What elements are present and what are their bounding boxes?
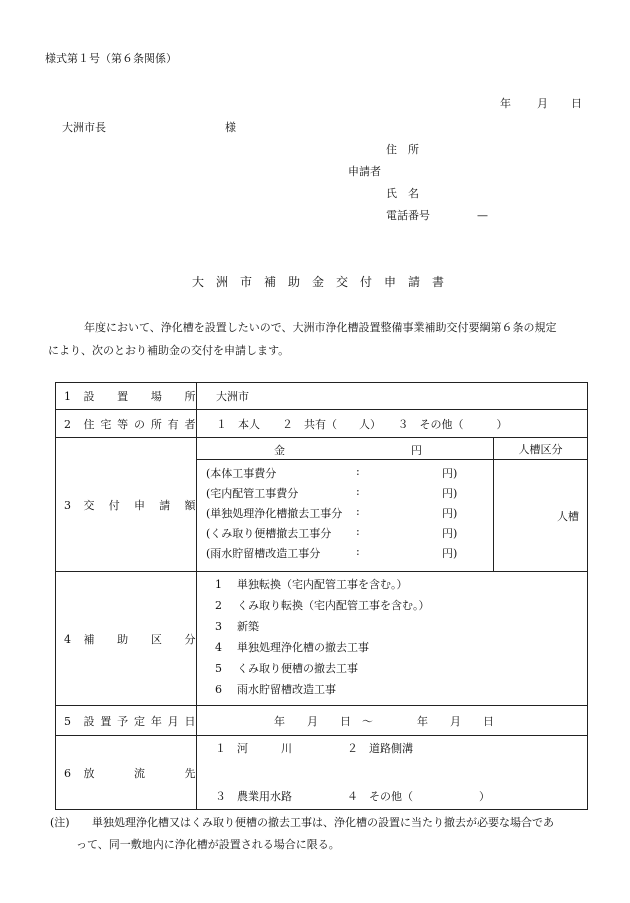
amount-header-kin: 金	[274, 444, 285, 457]
subsidy-option[interactable]: 6 雨水貯留槽改造工事	[215, 683, 336, 696]
application-table	[55, 382, 588, 810]
amount-header-en: 円	[411, 444, 422, 457]
row-location	[56, 383, 588, 410]
form-number: 様式第１号（第６条関係）	[45, 52, 177, 65]
amount-item[interactable]: (本体工事費分 : 円)	[206, 465, 458, 480]
row-schedule-label	[56, 706, 197, 736]
date-day: 日	[571, 97, 582, 110]
name-label: 氏 名	[386, 187, 419, 200]
row-subsidy-label	[56, 572, 197, 706]
addressee-name: 大洲市長	[62, 121, 106, 134]
amount-item[interactable]: (単独処理浄化槽撤去工事分 : 円)	[206, 505, 458, 520]
discharge-option[interactable]: ４ その他（ ）	[347, 790, 490, 803]
row-number: 1	[64, 390, 71, 403]
discharge-option[interactable]: １ 河 川	[215, 742, 292, 755]
label-text: 設 置 予 定 年 月 日	[83, 714, 196, 728]
location-value[interactable]: 大洲市	[197, 383, 588, 410]
discharge-option[interactable]: ３ 農業用水路	[215, 790, 292, 803]
row-schedule	[56, 706, 588, 736]
tank-class-header: 人槽区分	[494, 438, 588, 460]
row-location-label	[56, 383, 197, 410]
row-number: 5	[64, 714, 71, 728]
row-discharge	[56, 736, 588, 810]
label-text: 交 付 申 請 額	[83, 498, 196, 512]
label-text: 放 流 先	[83, 766, 196, 780]
amount-item[interactable]: (宅内配管工事費分 : 円)	[206, 485, 458, 500]
phone-label: 電話番号	[386, 209, 430, 222]
amount-item[interactable]: (くみ取り便槽撤去工事分 : 円)	[206, 525, 458, 540]
addressee-suffix: 様	[225, 121, 236, 134]
row-owner	[56, 410, 588, 438]
amount-header	[197, 438, 494, 460]
row-number: 3	[64, 498, 71, 512]
phone-dash: —	[477, 209, 488, 222]
row-number: 4	[64, 632, 71, 646]
applicant-label: 申請者	[348, 165, 381, 178]
row-number: 6	[64, 766, 71, 780]
note-prefix: (注)	[50, 816, 70, 829]
subsidy-option[interactable]: 4 単独処理浄化槽の撤去工事	[215, 641, 369, 654]
row-discharge-label	[56, 736, 197, 810]
row-amount-header	[56, 438, 588, 460]
label-text: 補 助 区 分	[83, 632, 196, 646]
note-line-2: って、同一敷地内に浄化槽が設置される場合に限る。	[76, 838, 340, 851]
amount-item[interactable]: (雨水貯留槽改造工事分 : 円)	[206, 545, 458, 560]
subsidy-option[interactable]: 2 くみ取り転換（宅内配管工事を含む。）	[215, 599, 430, 612]
row-amount-label	[56, 438, 197, 572]
row-number: 2	[64, 417, 71, 431]
date-year: 年	[500, 97, 511, 110]
discharge-option[interactable]: ２ 道路側溝	[347, 742, 413, 755]
subsidy-option[interactable]: 5 くみ取り便槽の撤去工事	[215, 662, 358, 675]
subsidy-option[interactable]: 1 単独転換（宅内配管工事を含む。）	[215, 578, 408, 591]
schedule-value[interactable]: 年 月 日 ～ 年 月 日	[197, 706, 588, 736]
amount-items	[197, 460, 494, 572]
row-subsidy-class	[56, 572, 588, 706]
address-label: 住 所	[386, 143, 419, 156]
intro-line-1: 年度において、浄化槽を設置したいので、大洲市浄化槽設置整備事業補助交付要綱第６条の規定	[84, 321, 557, 334]
tank-class-value[interactable]: 人槽	[494, 460, 588, 572]
label-text: 住 宅 等 の 所 有 者	[83, 417, 196, 431]
label-text: 設 置 場 所	[83, 390, 196, 403]
document-title: 大 洲 市 補 助 金 交 付 申 請 書	[192, 275, 445, 289]
subsidy-option[interactable]: 3 新築	[215, 620, 259, 633]
row-owner-label	[56, 410, 197, 438]
subsidy-options	[197, 572, 588, 706]
intro-line-2: により、次のとおり補助金の交付を申請します。	[48, 344, 290, 357]
discharge-options	[197, 736, 588, 810]
date-month: 月	[537, 97, 548, 110]
owner-options[interactable]: １ 本人 ２ 共有（ 人） ３ その他（ ）	[197, 410, 588, 438]
note-line-1: 単独処理浄化槽又はくみ取り便槽の撤去工事は、浄化槽の設置に当たり撤去が必要な場合であ	[92, 816, 554, 829]
